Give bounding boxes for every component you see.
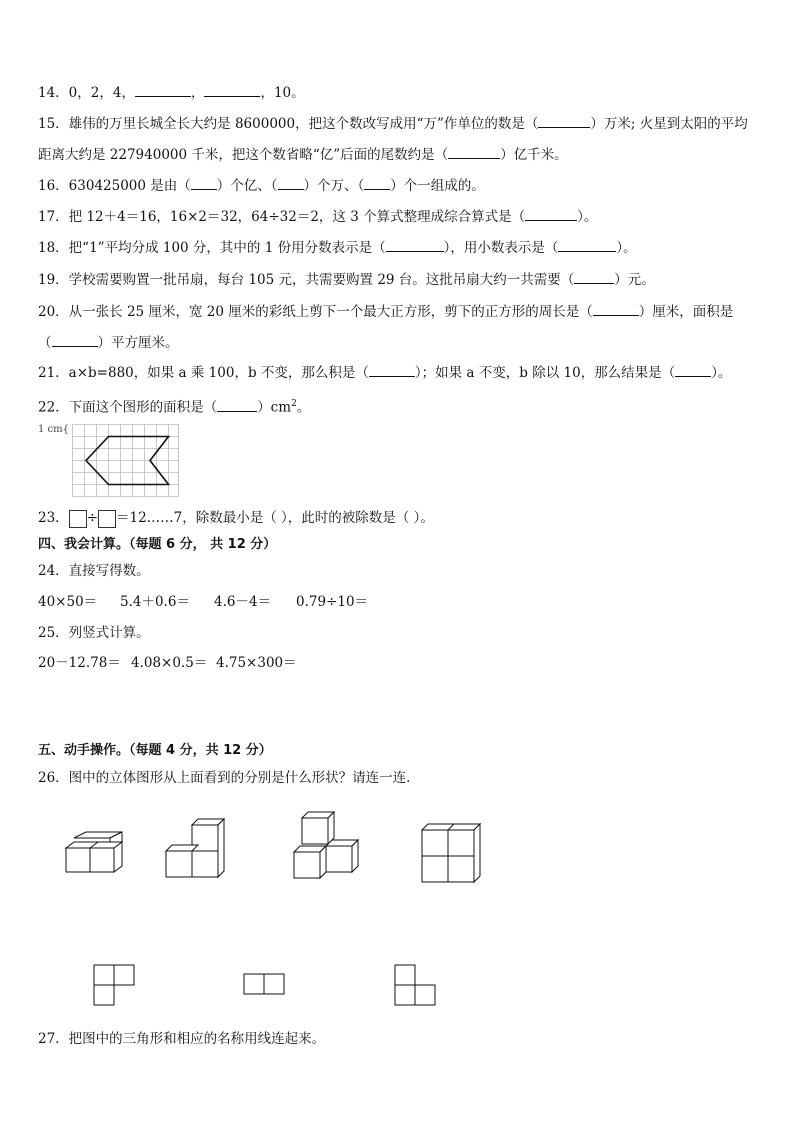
question-25-title: 25．列竖式计算。 — [38, 625, 150, 641]
answer-blank[interactable] — [593, 302, 639, 316]
answer-blank[interactable] — [364, 176, 390, 190]
question-24-items: 40×50＝ 5.4＋0.6＝ 4.6－4＝ 0.79÷10＝ — [38, 594, 369, 610]
solid-figure-3 — [288, 810, 362, 882]
question-23: 23． ÷ ＝12……7，除数最小是（ ），此时的被除数是（ ）。 — [38, 510, 434, 526]
question-15-line-2: 距离大约是 227940000 千米，把这个数省略“亿”后面的尾数约是（ ）亿千米。 — [38, 147, 568, 163]
divisor-box[interactable] — [98, 510, 116, 528]
question-22: 22．下面这个图形的面积是（ ）$cm^2$。 — [38, 399, 311, 416]
question-15-line-1: 15．雄伟的万里长城全长大约是 8600000，把这个数改写成用“万”作单位的数是（ ）万米; 火星到太阳的平均 — [38, 116, 748, 132]
answer-blank[interactable] — [217, 398, 257, 412]
answer-blank[interactable] — [675, 363, 711, 377]
answer-blank[interactable] — [191, 176, 217, 190]
top-view-3 — [394, 964, 438, 1006]
answer-blank[interactable] — [538, 114, 590, 128]
grid-scale-label: 1 cm{ — [38, 424, 69, 435]
top-view-1 — [93, 964, 137, 1006]
question-17: 17．把 12＋4＝16，16×2＝32，64÷32＝2，这 3 个算式整理成综合算式是（ ）。 — [38, 209, 598, 225]
solid-figure-4 — [418, 822, 484, 886]
question-14: 14．0，2，4， ， ，10。 — [38, 85, 305, 101]
solid-figure-1 — [60, 830, 130, 880]
section-5-heading: 五、动手操作。（每题 4 分，共 12 分） — [38, 743, 272, 758]
answer-blank[interactable] — [204, 83, 260, 97]
question-21: 21．a×b=880，如果 a 乘 100，b 不变，那么积是（ ）；如果 a 不变，b 除以 10，那么结果是（ ）。 — [38, 365, 732, 381]
answer-blank[interactable] — [558, 238, 616, 252]
answer-blank[interactable] — [52, 333, 98, 347]
question-26: 26．图中的立体图形从上面看到的分别是什么形状？请连一连． — [38, 770, 420, 786]
question-20-line-1: 20．从一张长 25 厘米，宽 20 厘米的彩纸上剪下一个最大正方形，剪下的正方形的周长是（ ）厘米，面积是 — [38, 304, 734, 320]
question-25-items: 20－12.78＝ 4.08×0.5＝ 4.75×300＝ — [38, 655, 297, 671]
solid-figure-2 — [162, 815, 232, 881]
answer-blank[interactable] — [525, 207, 577, 221]
top-view-2 — [243, 973, 287, 997]
question-18: 18．把“1”平均分成 100 分，其中的 1 份用分数表示是（ ），用小数表示是（ ）。 — [38, 240, 637, 256]
question-20-line-2: （ ）平方厘米。 — [38, 335, 179, 351]
area-grid-figure — [72, 424, 179, 498]
question-16: 16．630425000 是由（ ）个亿、（ ）个万、（ ）个一组成的。 — [38, 178, 485, 194]
answer-blank[interactable] — [574, 270, 614, 284]
answer-blank[interactable] — [386, 238, 444, 252]
dividend-box[interactable] — [69, 510, 87, 528]
answer-blank[interactable] — [369, 363, 415, 377]
question-19: 19．学校需要购置一批吊扇，每台 105 元，共需要购置 29 台。这批吊扇大约一共需要（ ）元。 — [38, 272, 655, 288]
question-24-title: 24．直接写得数。 — [38, 563, 150, 579]
answer-blank[interactable] — [448, 145, 500, 159]
answer-blank[interactable] — [278, 176, 304, 190]
question-27: 27．把图中的三角形和相应的名称用线连起来。 — [38, 1031, 326, 1047]
answer-blank[interactable] — [135, 83, 191, 97]
section-4-heading: 四、我会计算。（每题 6 分， 共 12 分） — [38, 537, 277, 552]
